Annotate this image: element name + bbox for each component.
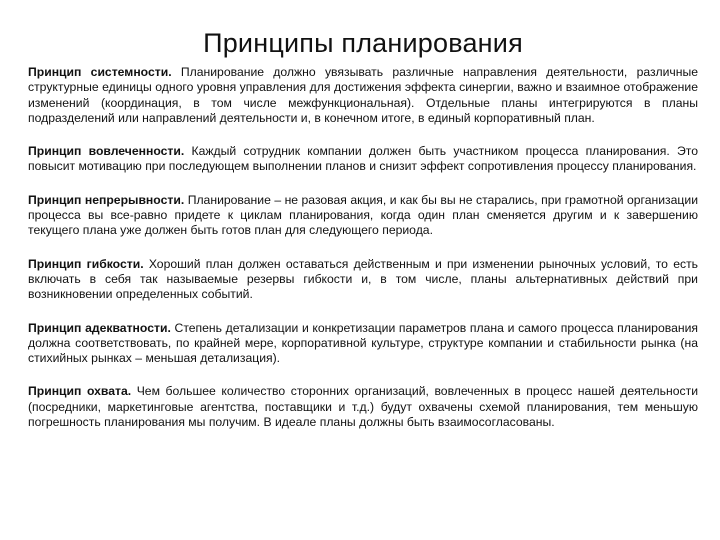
principle-text: Хороший план должен оставаться действенным и при изменении рыночных условий, то есть включать в себя так называемые резервы гибкости и, в том числе, планы альтернативных действий при возникновении определенных событий. [28,256,698,302]
principles-list [28,65,698,430]
principle-flexibility [28,257,698,303]
principle-name: Принцип непрерывности. [28,192,185,207]
slide-title: Принципы планирования [203,28,523,58]
principle-text: Каждый сотрудник компании должен быть участником процесса планирования. Это повысит мотивацию при последующем выполнении планов и снизит эффект сопротивления процессу планирования. [28,144,698,174]
principle-adequacy [28,321,698,367]
principle-systemic [28,65,698,126]
principle-text: Планирование должно увязывать различные направления деятельности, различные структурные единицы одного уровня управления для достижения эффекта синергии, важно и взаимное отображение изменений (координация, в том числе межфункциональная). Отдельные планы интегрируются в планы подразделений или направлений деятельности и, в конечном итоге, в единый корпоративный план. [28,65,698,125]
principle-involvement [28,144,698,175]
principle-text: Степень детализации и конкретизации параметров плана и самого процесса планирования должна соответствовать, по крайней мере, корпоративной культуре, структуре компании и стабильности рынка (на стихийных рынках – меньшая детализация). [28,320,698,366]
principle-continuity [28,193,698,239]
principle-name: Принцип адекватности. [28,320,171,335]
principle-coverage [28,384,698,430]
principle-name: Принцип гибкости. [28,256,144,271]
principle-name: Принцип охвата. [28,384,132,399]
principle-name: Принцип вовлеченности. [28,144,185,159]
principle-text: Чем большее количество сторонних организаций, вовлеченных в процесс нашей деятельности (посредники, маркетинговые агентства, поставщики и т.д.) будут охвачены схемой планирования, тем меньшую погрешность планирования мы получим. В идеале планы должны быть взаимосогласованы. [28,384,698,430]
principle-name: Принцип системности. [28,65,172,79]
principle-text: Планирование – не разовая акция, и как бы вы не старались, при грамотной организации процесса вы все-равно придете к циклам планирования, когда один план сменяется другим и к завершению текущего плана уже должен быть готов план для следующего периода. [28,192,699,238]
